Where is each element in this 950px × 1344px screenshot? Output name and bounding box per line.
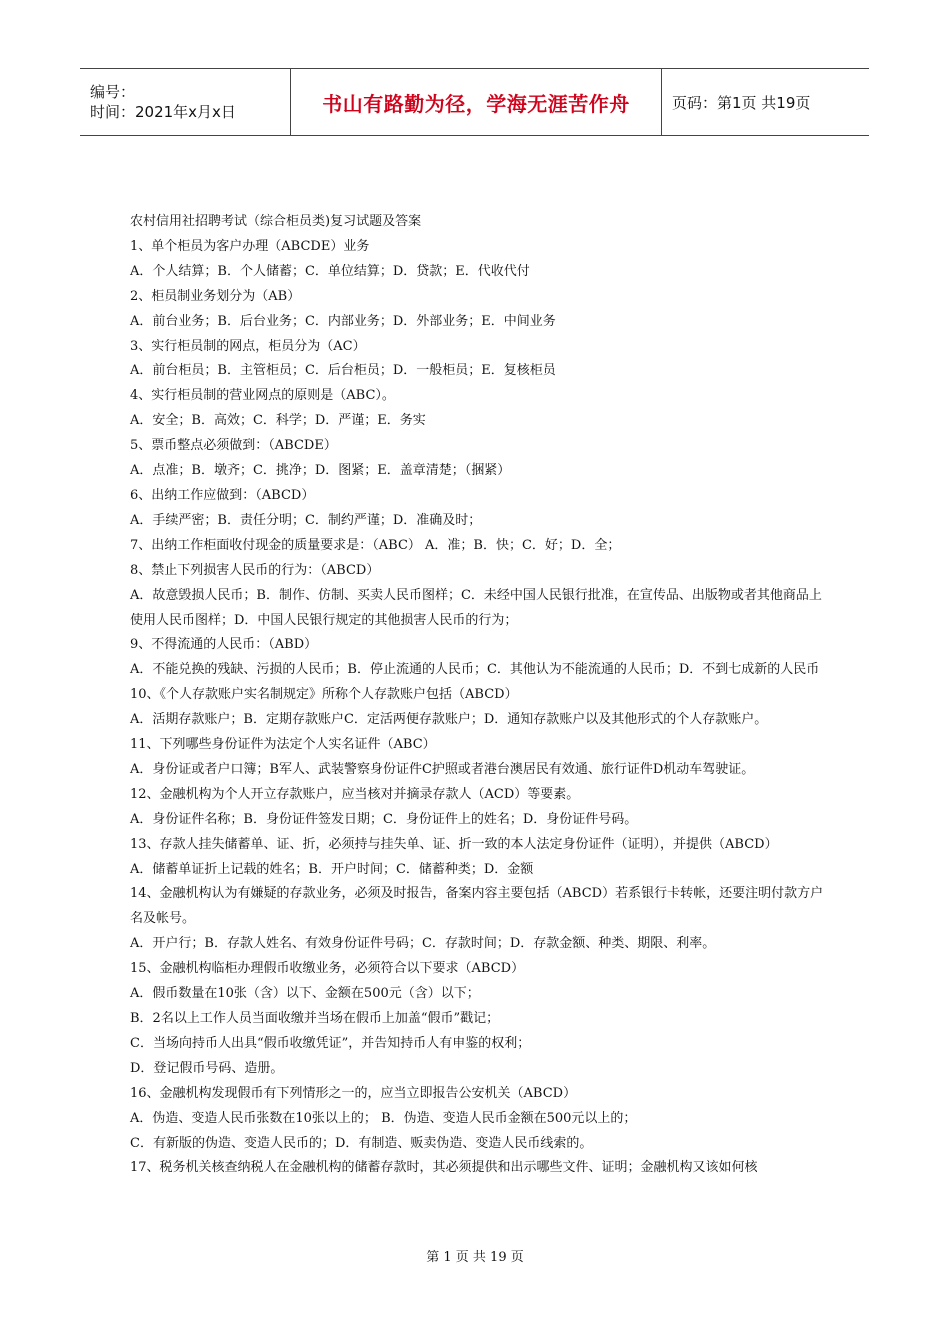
document-line: C．当场向持币人出具“假币收缴凭证”，并告知持币人有申鉴的权利； (130, 1035, 531, 1051)
document-line: 1、单个柜员为客户办理（ABCDE）业务 (130, 238, 370, 254)
document-line: A．身份证或者户口簿；B军人、武装警察身份证件C护照或者港台澳居民有效通、旅行证件D机动车驾驶证。 (130, 761, 755, 777)
document-line: A．前台业务；B．后台业务；C．内部业务；D．外部业务；E．中间业务 (130, 313, 556, 329)
document-line: A．身份证件名称；B．身份证件签发日期；C．身份证件上的姓名；D．身份证件号码。 (130, 811, 638, 827)
document-time-label: 时间：2021年x月x日 (90, 103, 236, 121)
document-line: A．假币数量在10张（含）以下、金额在500元（含）以下； (130, 986, 480, 1002)
page-footer: 第 1 页 共 19 页 (426, 1250, 524, 1265)
document-line: A．开户行；B．存款人姓名、有效身份证件号码；C．存款时间；D．存款金额、种类、期限、利率。 (130, 936, 716, 952)
document-line: 15、金融机构临柜办理假币收缴业务，必须符合以下要求（ABCD） (130, 961, 525, 977)
document-line: 7、出纳工作柜面收付现金的质量要求是：（ABC） A．准；B．快；C．好；D．全； (130, 537, 621, 553)
header-page-info: 页码：第1页 共19页 (672, 93, 811, 112)
document-line: 8、禁止下列损害人民币的行为：（ABCD） (130, 562, 380, 578)
document-line: A．储蓄单证折上记载的姓名；B．开户时间；C．储蓄种类；D．金额 (130, 861, 534, 877)
document-line: A．伪造、变造人民币张数在10张以上的； B．伪造、变造人民币金额在500元以上的； (130, 1110, 637, 1126)
document-body (130, 210, 830, 1181)
document-line: 12、金融机构为个人开立存款账户，应当核对并摘录存款人（ACD）等要素。 (130, 786, 580, 802)
document-line: A．安全；B．高效；C．科学；D．严谨；E．务实 (130, 413, 426, 429)
header-motto-cell (291, 69, 662, 135)
document-line: 13、存款人挂失储蓄单、证、折，必须持与挂失单、证、折一致的本人法定身份证件（证明），并提供（ABCD） (130, 836, 778, 852)
document-line: A．活期存款账户；B．定期存款账户C．定活两便存款账户；D．通知存款账户以及其他形式的个人存款账户。 (130, 712, 768, 728)
document-line: 5、票币整点必须做到：（ABCDE） (130, 438, 337, 454)
document-line: A．个人结算；B．个人储蓄；C．单位结算；D．贷款；E．代收代付 (130, 263, 530, 279)
document-line: 9、不得流通的人民币：（ABD） (130, 637, 318, 653)
document-line: C．有新版的伪造、变造人民币的；D．有制造、贩卖伪造、变造人民币线索的。 (130, 1135, 593, 1151)
header-page-cell (662, 69, 869, 135)
header-left-cell (80, 69, 291, 135)
document-line: 14、金融机构认为有嫌疑的存款业务，必须及时报告，备案内容主要包括（ABCD）若系银行卡转帐，还要注明付款方户名及帐号。 (130, 886, 824, 927)
document-line: 6、出纳工作应做到：（ABCD） (130, 487, 315, 503)
document-line: 10、《个人存款账户实名制规定》所称个人存款账户包括（ABCD） (130, 687, 518, 703)
document-line: B．2名以上工作人员当面收缴并当场在假币上加盖“假币”戳记； (130, 1011, 500, 1026)
document-title: 农村信用社招聘考试（综合柜员类)复习试题及答案 (130, 214, 422, 229)
document-line: A．不能兑换的残缺、污损的人民币；B．停止流通的人民币；C．其他认为不能流通的人民币；D．不到七成新的人民币 (130, 662, 820, 678)
document-line: D．登记假币号码、造册。 (130, 1060, 284, 1076)
document-line: A．前台柜员；B．主管柜员；C．后台柜员；D．一般柜员；E．复核柜员 (130, 363, 556, 379)
document-line: 17、税务机关核查纳税人在金融机构的储蓄存款时，其必须提供和出示哪些文件、证明；金融机构又该如何核 (130, 1160, 758, 1176)
header-motto: 书山有路勤为径，学海无涯苦作舟 (322, 91, 630, 116)
document-line: A．手续严密；B．责任分明；C．制约严谨；D．准确及时； (130, 512, 482, 528)
document-line: A．故意毁损人民币；B．制作、仿制、买卖人民币图样；C．未经中国人民银行批准，在宣传品、出版物或者其他商品上使用人民币图样；D．中国人民银行规定的其他损害人民币的行为； (130, 587, 822, 628)
document-number-label: 编号： (90, 83, 136, 101)
document-line: 2、柜员制业务划分为（AB） (130, 288, 301, 304)
page-header (80, 68, 869, 136)
document-line: A．点准；B．墩齐；C．挑净；D．图紧；E．盖章清楚；（捆紧） (130, 463, 511, 479)
document-line: 4、实行柜员制的营业网点的原则是（ABC）。 (130, 388, 395, 404)
document-line: 16、金融机构发现假币有下列情形之一的，应当立即报告公安机关（ABCD） (130, 1085, 577, 1101)
document-line: 11、下列哪些身份证件为法定个人实名证件（ABC） (130, 737, 436, 753)
document-line: 3、实行柜员制的网点，柜员分为（AC） (130, 338, 366, 354)
